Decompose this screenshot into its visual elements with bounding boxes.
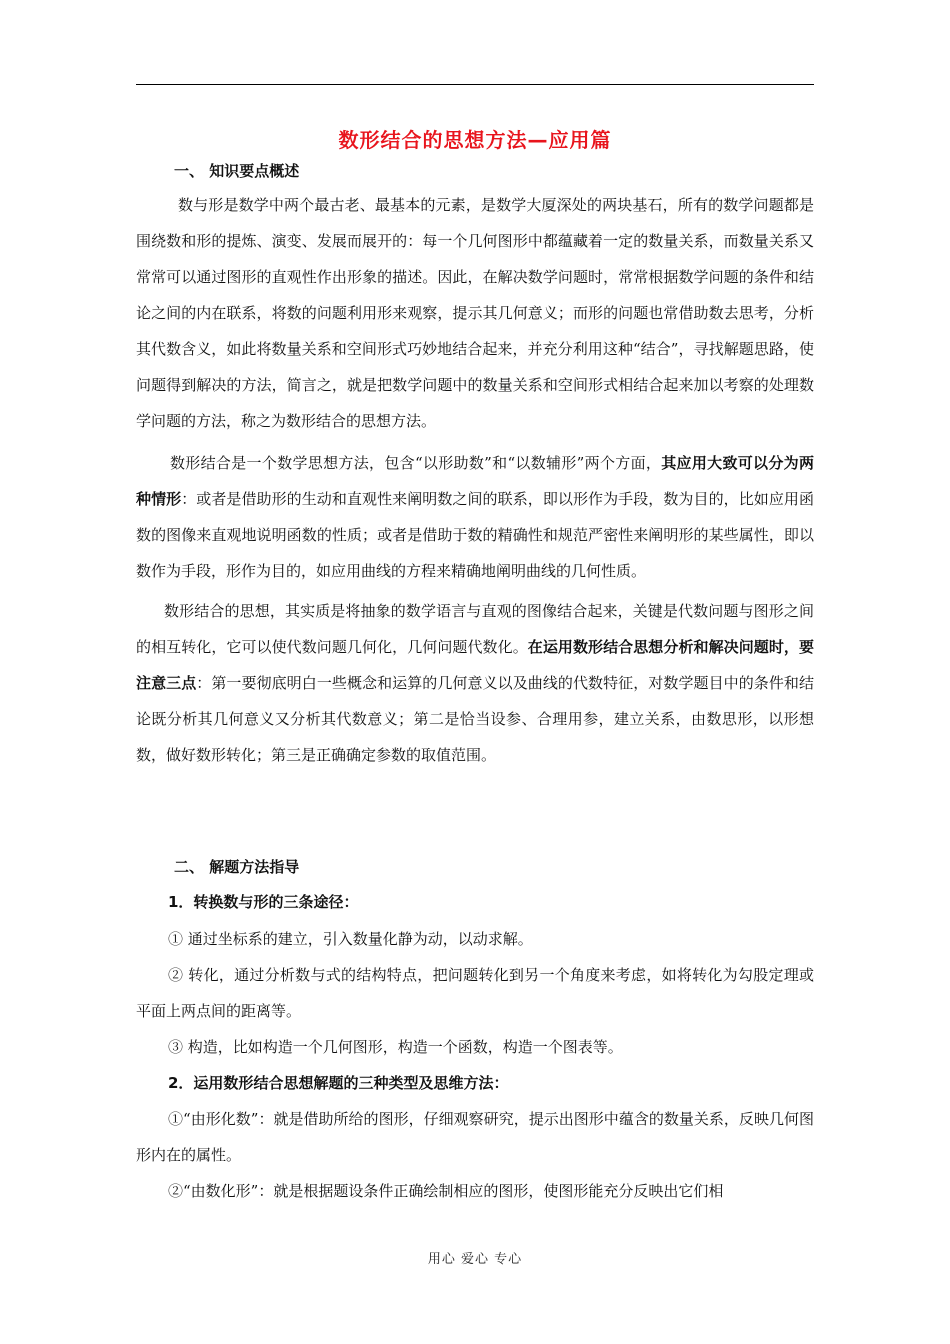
section-2	[136, 851, 814, 1209]
header-rule	[136, 84, 814, 85]
paragraph-1: 数与形是数学中两个最古老、最基本的元素，是数学大厦深处的两块基石，所有的数学问题都是围绕数和形的提炼、演变、发展而展开的：每一个几何图形中都蕴藏着一定的数量关系，而数量关系又常常可以通过图形的直观性作出形象的描述。因此，在解决数学问题时，常常根据数学问题的条件和结论之间的内在联系，将数的问题利用形来观察，提示其几何意义；而形的问题也常借助数去思考，分析其代数含义，如此将数量关系和空间形式巧妙地结合起来，并充分利用这种“结合”，寻找解题思路，使问题得到解决的方法，简言之，就是把数学问题中的数量关系和空间形式相结合起来加以考察的处理数学问题的方法，称之为数形结合的思想方法。	[136, 196, 814, 430]
method-item-3: ③ 构造，比如构造一个几何图形，构造一个函数，构造一个图表等。	[168, 1038, 623, 1056]
paragraph-3	[136, 593, 814, 773]
method-subheading-1: 1．转换数与形的三条途径：	[168, 893, 359, 911]
paragraph-2-emphasis: 其应用大致可以分为两种情形	[136, 454, 814, 508]
page-footer: 用心 爱心 专心	[427, 1252, 523, 1267]
page-title: 数形结合的思想方法—应用篇	[338, 128, 612, 152]
method-subheading-2: 2．运用数形结合思想解题的三种类型及思维方法：	[168, 1074, 509, 1092]
paragraph-2-text-c: ：或者是借助形的生动和直观性来阐明数之间的联系，即以形作为手段，数为目的，比如应用函数的图像来直观地说明函数的性质；或者是借助于数的精确性和规范严密性来阐明形的某些属性，即以数作为手段，形作为目的，如应用曲线的方程来精确地阐明曲线的几何性质。	[136, 490, 814, 580]
paragraph-2-text-a: 数形结合是一个数学思想方法，包含“以形助数”和“以数辅形”两个方面，	[170, 454, 662, 472]
method-item-1: ① 通过坐标系的建立，引入数量化静为动，以动求解。	[168, 930, 533, 948]
paragraph-3-text-a: 数形结合的思想，其实质是将抽象的数学语言与直观的图像结合起来，关键是代数问题与图形之间的相互转化，它可以使代数问题几何化，几何问题代数化。	[136, 602, 814, 656]
type-item-2: ②“由数化形”：就是根据题设条件正确绘制相应的图形，使图形能充分反映出它们相	[168, 1182, 724, 1200]
paragraph-3-text-c: ：第一要彻底明白一些概念和运算的几何意义以及曲线的代数特征，对数学题目中的条件和结论既分析其几何意义又分析其代数意义；第二是恰当设参、合理用参，建立关系，由数思形，以形想数，做好数形转化；第三是正确确定参数的取值范围。	[136, 674, 814, 764]
method-item-2: ② 转化，通过分析数与式的结构特点，把问题转化到另一个角度来考虑，如将转化为勾股定理或平面上两点间的距离等。	[136, 966, 814, 1020]
paragraph-3-emphasis: 在运用数形结合思想分析和解决问题时，要注意三点	[136, 638, 814, 692]
section-1	[136, 155, 814, 773]
section-2-heading: 二、 解题方法指导	[174, 858, 300, 876]
section-1-heading: 一、 知识要点概述	[174, 162, 300, 180]
paragraph-2	[136, 445, 814, 589]
type-item-1: ①“由形化数”：就是借助所给的图形，仔细观察研究，提示出图形中蕴含的数量关系，反映几何图形内在的属性。	[136, 1110, 814, 1164]
